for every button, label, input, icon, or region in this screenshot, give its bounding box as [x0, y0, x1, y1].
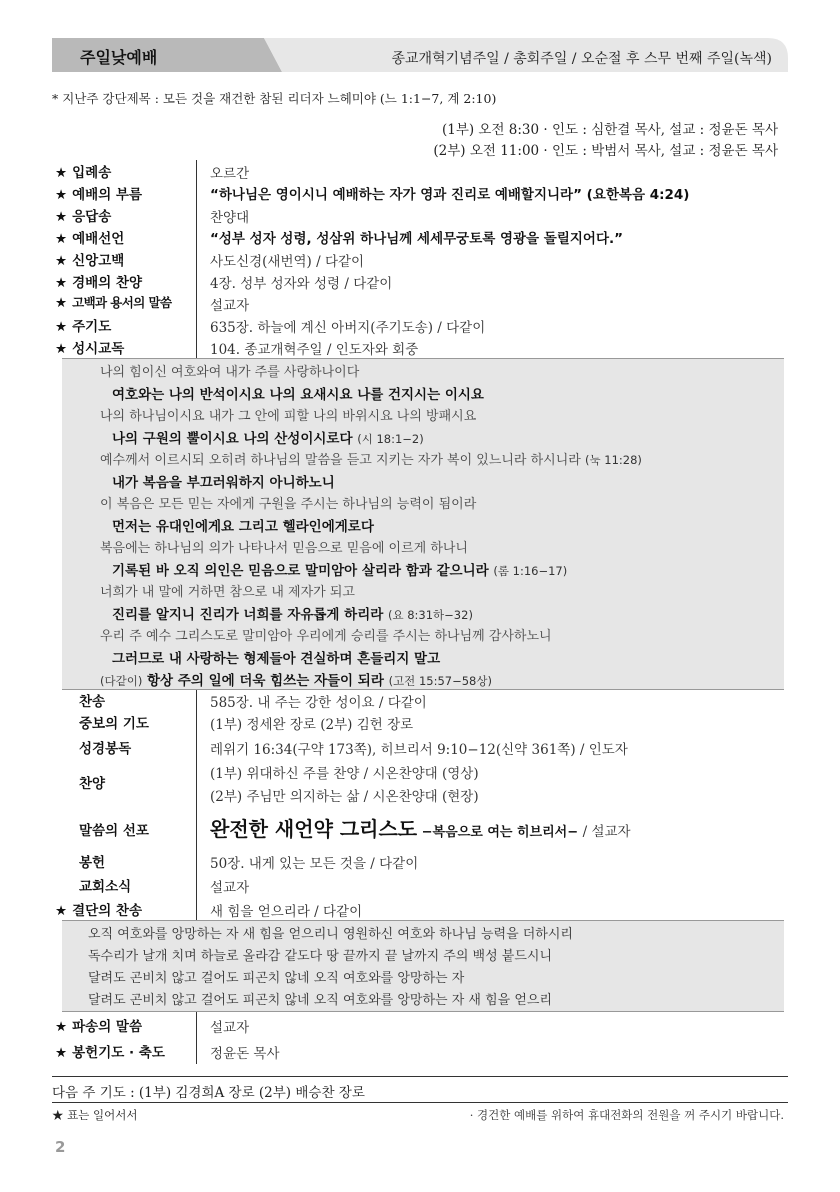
- star-icon: ★: [55, 275, 68, 291]
- star-icon: ★: [55, 1019, 68, 1035]
- reading-line: 여호와는 나의 반석이시요 나의 요새시요 나를 건지시는 이시요: [112, 387, 484, 403]
- order-item: ★ 예배선언 “성부 성자 성령, 성삼위 하나님께 세세무궁토록 영광을 돌릴지어다.”: [55, 231, 624, 247]
- star-icon: ★: [55, 253, 68, 269]
- sermon-title-line: 완전한 새언약 그리스도 −복음으로 여는 히브리서− / 설교자: [210, 817, 631, 841]
- page-subtitle: 종교개혁기념주일 / 총회주일 / 오순절 후 스무 번째 주일(녹색): [391, 51, 772, 67]
- reading-line: 우리 주 예수 그리스도로 말미암아 우리에게 승리를 주시는 하나님께 감사하노니: [100, 629, 552, 644]
- order-item: 성경봉독 레위기 16:34(구약 173쪽), 히브리서 9:10−12(신약 361쪽) / 인도자: [79, 741, 628, 758]
- star-icon: ★: [55, 231, 68, 247]
- reading-line: 먼저는 유대인에게요 그리고 헬라인에게로다: [112, 519, 374, 535]
- reading-line: 복음에는 하나님의 의가 나타나서 믿음으로 믿음에 이르게 하나니: [100, 541, 468, 556]
- page-number: 2: [55, 1138, 66, 1156]
- order-item: ★ 주기도 635장. 하늘에 계신 아버지(주기도송) / 다같이: [55, 319, 486, 336]
- order-item: 교회소식 설교자: [79, 879, 250, 896]
- order-item: ★ 예배의 부름 “하나님은 영이시니 예배하는 자가 영과 진리로 예배할지니라” (요한복음 4:24): [55, 187, 690, 203]
- service-1-info: (1부) 오전 8:30 · 인도 : 심한결 목사, 설교 : 정윤돈 목사: [441, 122, 778, 138]
- divider: [52, 1102, 788, 1103]
- lyric-line: 오직 여호와를 앙망하는 자 새 힘을 얻으리니 영원하신 여호와 하나님 능력을 더하시리: [88, 927, 573, 942]
- hymn-lyrics: [62, 920, 784, 1012]
- order-item: ★ 응답송 찬양대: [55, 209, 250, 226]
- reading-line: 너희가 내 말에 거하면 참으로 내 제자가 되고: [100, 585, 355, 600]
- reading-line: 나의 힘이신 여호와여 내가 주를 사랑하나이다: [100, 365, 360, 380]
- order-item-sermon: 말씀의 선포 완전한 새언약 그리스도 −복음으로 여는 히브리서− / 설교자: [55, 813, 785, 843]
- order-item: ★ 성시교독 104. 종교개혁주일 / 인도자와 회중: [55, 341, 419, 358]
- order-item: ★ 경배의 찬양 4장. 성부 성자와 성령 / 다같이: [55, 275, 393, 292]
- standing-note: ★ 표는 일어서서: [52, 1108, 138, 1122]
- last-week-note: * 지난주 강단제목 : 모든 것을 재건한 참된 리더자 느헤미야 (느 1:1−7, 계 2:10): [52, 91, 497, 106]
- star-icon: ★: [55, 295, 68, 311]
- reading-line: 진리를 알지니 진리가 너희를 자유롭게 하리라 (요 8:31하−32): [112, 607, 473, 623]
- order-item: 봉헌 50장. 내게 있는 모든 것을 / 다같이: [79, 855, 419, 872]
- lyric-line: 독수리가 날개 치며 하늘로 올라감 같도다 땅 끝까지 끝 날까지 주의 백성 붙드시니: [88, 949, 553, 964]
- star-icon: ★: [55, 209, 68, 225]
- order-item: ★ 고백과 용서의 말씀 설교자: [55, 295, 250, 314]
- reading-line: 이 복음은 모든 믿는 자에게 구원을 주시는 하나님의 능력이 됨이라: [100, 497, 477, 512]
- order-item-anthem: 찬양 (1부) 위대하신 주를 찬양 / 시온찬양대 (영상) (2부) 주님만 의지하는 삶 / 시온찬양대 (현장): [79, 766, 479, 805]
- reading-line: 예수께서 이르시되 오히려 하나님의 말씀을 듣고 지키는 자가 복이 있느니라 하시니라 (눅 11:28): [100, 453, 642, 468]
- lyric-line: 달려도 곤비치 않고 걸어도 피곤치 않네 오직 여호와를 앙망하는 자 새 힘을 얻으리: [88, 993, 553, 1008]
- star-icon: ★: [55, 187, 68, 203]
- section-header: [52, 38, 788, 72]
- order-item: ★ 입례송 오르간: [55, 165, 250, 182]
- order-item: ★ 파송의 말씀 설교자: [55, 1019, 250, 1036]
- sermon-subtitle: −복음으로 여는 히브리서−: [417, 825, 583, 840]
- lyric-line: 달려도 곤비치 않고 걸어도 피곤치 않네 오직 여호와를 앙망하는 자: [88, 971, 465, 986]
- order-item: 중보의 기도 (1부) 정세완 장로 (2부) 김헌 장로: [79, 716, 414, 733]
- reading-line: 그러므로 내 사랑하는 형제들아 견실하며 흔들리지 말고: [112, 651, 441, 667]
- star-icon: ★: [55, 341, 68, 357]
- next-week-prayer: 다음 주 기도 : (1부) 김경희A 장로 (2부) 배승찬 장로: [52, 1085, 365, 1101]
- reading-line: 내가 복음을 부끄러워하지 아니하노니: [112, 475, 335, 491]
- responsive-reading: [62, 358, 784, 690]
- reading-line: 나의 구원의 뿔이시요 나의 산성이시로다 (시 18:1−2): [112, 431, 424, 447]
- divider: [52, 1076, 788, 1077]
- reading-line: 나의 하나님이시요 내가 그 안에 피할 나의 바위시요 나의 방패시요: [100, 409, 477, 424]
- page-title: 주일낮예배: [80, 48, 158, 67]
- service-2-info: (2부) 오전 11:00 · 인도 : 박범서 목사, 설교 : 정윤돈 목사: [433, 143, 778, 159]
- star-icon: ★: [55, 165, 68, 181]
- order-item: ★ 결단의 찬송 새 힘을 얻으리라 / 다같이: [55, 903, 363, 920]
- star-icon: ★: [55, 1045, 68, 1061]
- reading-line: (다같이) 항상 주의 일에 더욱 힘쓰는 자들이 되라 (고전 15:57−58상): [100, 673, 492, 689]
- order-item: 찬송 585장. 내 주는 강한 성이요 / 다같이: [79, 694, 427, 711]
- star-icon: ★: [55, 903, 68, 919]
- sermon-title: 완전한 새언약 그리스도: [210, 817, 418, 841]
- order-item: ★ 신앙고백 사도신경(새번역) / 다같이: [55, 253, 365, 270]
- phone-note: · 경건한 예배를 위하여 휴대전화의 전원을 꺼 주시기 바랍니다.: [469, 1108, 784, 1122]
- star-icon: ★: [55, 319, 68, 335]
- reading-line: 기록된 바 오직 의인은 믿음으로 말미암아 살리라 함과 같으니라 (롬 1:16−17): [112, 563, 568, 579]
- order-item: ★ 봉헌기도 · 축도 정윤돈 목사: [55, 1045, 280, 1062]
